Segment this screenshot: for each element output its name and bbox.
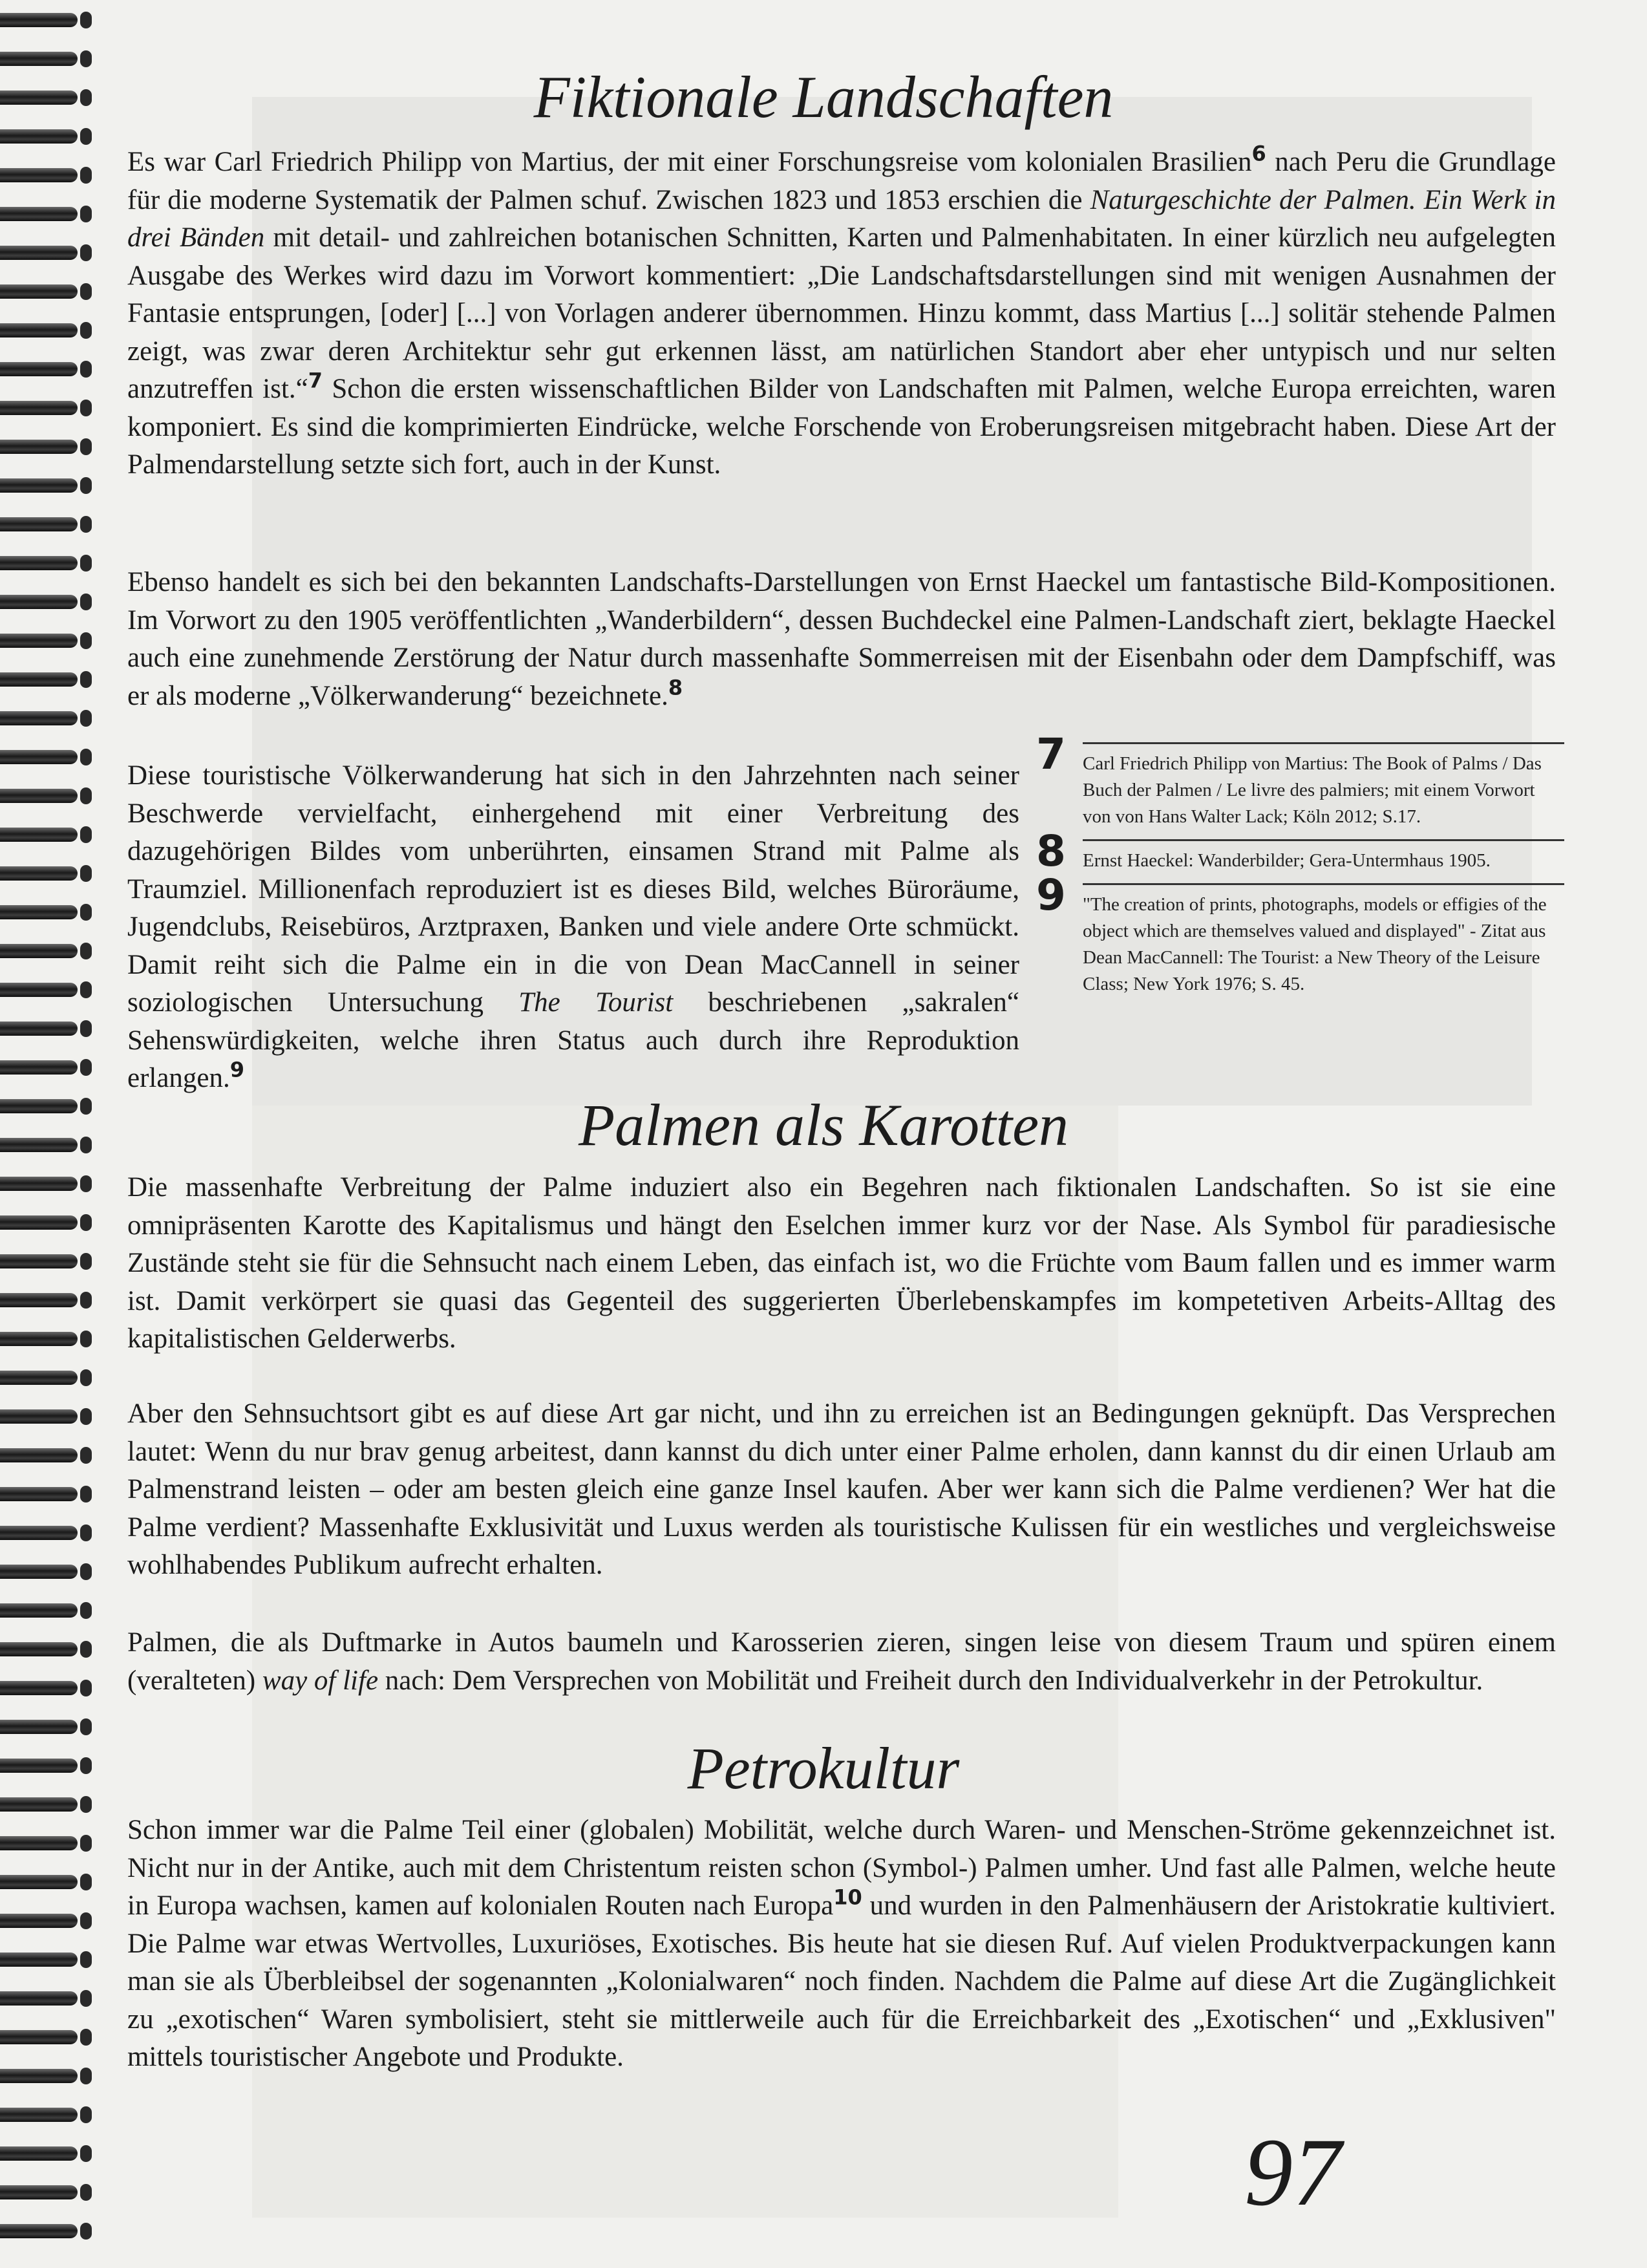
footnote-number: 8 bbox=[1036, 826, 1066, 876]
binding-coil bbox=[0, 669, 96, 692]
binding-coil bbox=[0, 436, 96, 459]
text-run: Es war Carl Friedrich Philipp von Martius, der mit einer Forschungsreise vom kolonialen Brasilien bbox=[127, 147, 1252, 177]
binding-coil bbox=[0, 164, 96, 187]
binding-coil bbox=[0, 901, 96, 925]
footnote bbox=[1036, 729, 1564, 830]
paragraph bbox=[127, 1812, 1556, 2077]
binding-coil bbox=[0, 2220, 96, 2243]
section-title: Palmen als Karotten bbox=[578, 1092, 1069, 1158]
binding-coil bbox=[0, 1987, 96, 2011]
book-title: The Tourist bbox=[518, 987, 674, 1018]
binding-coil bbox=[0, 630, 96, 653]
text-run: Die massenhafte Verbreitung der Palme induziert also ein Begehren nach fiktionalen Landschaften. So ist sie eine omnipräsenten Karotte des Kapitalismus und hängt den Eselchen immer kurz vor der Nase. Als Symbol für paradiesische Zustände steht sie für die Sehnsucht nach einem Leben, das einfach ist, wo die Früchte vom Baum fallen und es immer warm ist. Damit verkörpert sie quasi das Gegenteil des suggerierten Überlebenskampfes im kompetetiven Arbeits-Alltag des kapitalistischen Gelderwerbs. bbox=[127, 1172, 1556, 1354]
section-title: Fiktionale Landschaften bbox=[533, 64, 1114, 130]
binding-coil bbox=[0, 1289, 96, 1312]
binding-coil bbox=[0, 203, 96, 226]
binding-coil bbox=[0, 1677, 96, 1700]
footnote-ref[interactable]: 6 bbox=[1251, 141, 1266, 166]
binding-coil bbox=[0, 1367, 96, 1390]
binding-coil bbox=[0, 1328, 96, 1351]
footnote-ref[interactable]: 9 bbox=[229, 1057, 245, 1082]
binding-coil bbox=[0, 319, 96, 343]
binding-coil bbox=[0, 940, 96, 963]
binding-coil bbox=[0, 591, 96, 614]
footnotes bbox=[1036, 729, 1564, 1007]
book-title: Naturgeschichte der Palmen. Ein Werk in drei Bänden bbox=[127, 184, 1557, 253]
binding-coil bbox=[0, 9, 96, 32]
text-run: Aber den Sehnsuchtsort gibt es auf diese Art gar nicht, und ihn zu erreichen ist an Bedingungen geknüpft. Das Versprechen lautet: Wenn du nur brav genug arbeitest, dann kannst du dich unter einer Palme erholen, dann kannst du dir einen Urlaub am Palmenstrand leisten – oder am besten gleich eine ganze Insel kaufen. Aber wer kann sich die Palme verdienen? Wer hat die Palme verdient? Massenhafte Exklusivität und Luxus werden als touristische Kulissen für ein westliches und vergleichsweise wohlhabendes Publikum aufrecht erhalten. bbox=[127, 1398, 1556, 1580]
paragraph bbox=[127, 564, 1556, 715]
binding-coil bbox=[0, 552, 96, 575]
binding-coil bbox=[0, 2143, 96, 2166]
text-run: und wurden in den Palmenhäusern der Aristokratie kultiviert. Die Palme war etwas Wertvolles, Luxuriöses, Exotisches. Bis heute hat sie diesen Ruf. Auf vielen Produktverpackungen kann man sie als Überbleibsel der sogenannten „Kolonialwaren“ noch finden. Nachdem die Palme auf diese Art die Zugänglichkeit zu „exotischen“ Waren symbolisiert, steht sie mittlerweile auch für die Erreichbarkeit des „Exotischen“ und „Exklusiven" mittels touristischer Angebote und Produkte. bbox=[127, 1890, 1556, 2072]
text-run: Schon immer war die Palme Teil einer (globalen) Mobilität, welche durch Waren- und Menschen-Ströme gekennzeichnet ist. Nicht nur in der Antike, auch mit dem Christentum reisten schon (Symbol-) Palmen umher. Und fast alle Palmen, welche heute in Europa wachsen, kamen auf kolonialen Routen nach Europa bbox=[127, 1815, 1556, 1921]
binding-coil bbox=[0, 1561, 96, 1584]
footnote-text: Carl Friedrich Philipp von Martius: The Book of Palms / Das Buch der Palmen / Le livre des palmiers; mit einem Vorwort von von Hans Walter Lack; Köln 2012; S.17. bbox=[1083, 742, 1564, 830]
binding-coil bbox=[0, 1522, 96, 1545]
paragraph bbox=[127, 141, 1557, 484]
binding-coil bbox=[0, 1638, 96, 1662]
paragraph bbox=[127, 1169, 1556, 1358]
binding-coil bbox=[0, 1212, 96, 1235]
emphasis: way of life bbox=[262, 1665, 379, 1696]
footnote-number: 9 bbox=[1036, 870, 1066, 920]
binding-coil bbox=[0, 1871, 96, 1894]
text-run: nach Peru die Grundlage für die moderne Systematik der Palmen schuf. Zwischen 1823 und 1853 erschien die bbox=[127, 147, 1556, 215]
section-title: Petrokultur bbox=[687, 1735, 960, 1801]
binding-coil bbox=[0, 979, 96, 1002]
footnote-text: "The creation of prints, photographs, models or effigies of the object which are themselves valued and displayed" - Zitat aus Dean MacCannell: The Tourist: a New Theory of the Leisure Class; New York 1976; S. 45. bbox=[1083, 883, 1564, 998]
binding-coil bbox=[0, 824, 96, 847]
binding-coil bbox=[0, 862, 96, 886]
binding-coil bbox=[0, 513, 96, 537]
footnote bbox=[1036, 826, 1564, 876]
paragraph bbox=[127, 1395, 1556, 1585]
binding-coil bbox=[0, 358, 96, 381]
text-run: mit detail- und zahlreichen botanischen Schnitten, Karten und Palmenhabitaten. In einer kürzlich neu aufgelegten Ausgabe des Werkes wird dazu im Vorwort kommentiert: „Die Landschaftsdarstellungen sind mit wenigen Ausnahmen der Fantasie entsprungen, [oder] [...] von Vorlagen anderer übernommen. Hinzu kommt, dass Martius [...] solitär stehende Palmen zeigt, was zwar deren Architektur sehr gut erkennen lässt, am natürlichen Standort aber eher untypisch und nur selten anzutreffen ist.“ bbox=[127, 222, 1556, 404]
paragraph bbox=[127, 757, 1019, 1098]
binding-coil bbox=[0, 1599, 96, 1623]
binding-coil bbox=[0, 397, 96, 420]
binding-coil bbox=[0, 746, 96, 769]
binding-coil bbox=[0, 475, 96, 498]
text-run: Schon die ersten wissenschaftlichen Bilder von Landschaften mit Palmen, welche Europa erreichten, waren komponiert. Es sind die komprimierten Eindrücke, welche Forschende von Eroberungsreisen mitgebracht haben. Diese Art der Palmendarstellung setzte sich fort, auch in der Kunst. bbox=[127, 374, 1556, 480]
paragraph bbox=[127, 1624, 1556, 1700]
footnote-ref[interactable]: 7 bbox=[308, 368, 323, 393]
text-run: beschriebenen „sakralen“ Sehenswürdigkeiten, welche ihren Status auch durch ihre Reproduktion erlangen. bbox=[127, 987, 1019, 1093]
binding-coil bbox=[0, 1018, 96, 1041]
binding-coil bbox=[0, 2181, 96, 2205]
text-run: Palmen, die als Duftmarke in Autos baumeln und Karosserien zieren, singen leise von diesem Traum und spüren einem (veralteten) bbox=[127, 1627, 1556, 1696]
binding-coil bbox=[0, 707, 96, 731]
binding-coil bbox=[0, 1444, 96, 1468]
text-run: nach: Dem Versprechen von Mobilität und Freiheit durch den Individualverkehr in der Petrokultur. bbox=[378, 1665, 1483, 1696]
footnote-number: 7 bbox=[1036, 729, 1066, 779]
binding-coil bbox=[0, 281, 96, 304]
footnote bbox=[1036, 870, 1564, 998]
binding-coil bbox=[0, 785, 96, 808]
binding-coil bbox=[0, 1483, 96, 1506]
binding-coil bbox=[0, 1832, 96, 1856]
binding-coil bbox=[0, 2065, 96, 2088]
binding-coil bbox=[0, 1406, 96, 1429]
binding-coil bbox=[0, 2104, 96, 2127]
text-run: Diese touristische Völkerwanderung hat sich in den Jahrzehnten nach seiner Beschwerde vervielfacht, einhergehend mit einer Verbreitung des dazugehörigen Bildes vom unberührten, einsamen Strand mit Palme als Traumziel. Millionenfach reproduziert ist es dieses Bild, welches Büroräume, Jugendclubs, Reisebüros, Arztpraxen, Banken und viele andere Orte schmückt. Damit reiht sich die Palme ein in die von Dean MacCannell in seiner soziologischen Untersuchung bbox=[127, 760, 1019, 1018]
binding-coil bbox=[0, 1056, 96, 1080]
text-run: Ebenso handelt es sich bei den bekannten Landschafts-Darstellungen von Ernst Haeckel um fantastische Bild-Kompositionen. Im Vorwort zu den 1905 veröffentlichten „Wanderbildern“, dessen Buchdeckel eine Palmen-Landschaft ziert, beklagte Haeckel auch eine zunehmende Zerstörung der Natur durch massenhafte Sommerreisen mit der Eisenbahn oder dem Dampfschiff, was er als moderne „Völkerwanderung“ bezeichnete. bbox=[127, 567, 1556, 711]
footnote-text: Ernst Haeckel: Wanderbilder; Gera-Untermhaus 1905. bbox=[1083, 839, 1564, 874]
binding-coil bbox=[0, 1949, 96, 1972]
binding-coil bbox=[0, 242, 96, 265]
binding-coil bbox=[0, 1250, 96, 1274]
page-number: 97 bbox=[1244, 2119, 1341, 2226]
binding-coil bbox=[0, 1173, 96, 1196]
binding-coil bbox=[0, 1910, 96, 1933]
footnote-ref[interactable]: 10 bbox=[833, 1885, 862, 1910]
footnote-ref[interactable]: 8 bbox=[668, 675, 683, 700]
binding-coil bbox=[0, 2026, 96, 2049]
